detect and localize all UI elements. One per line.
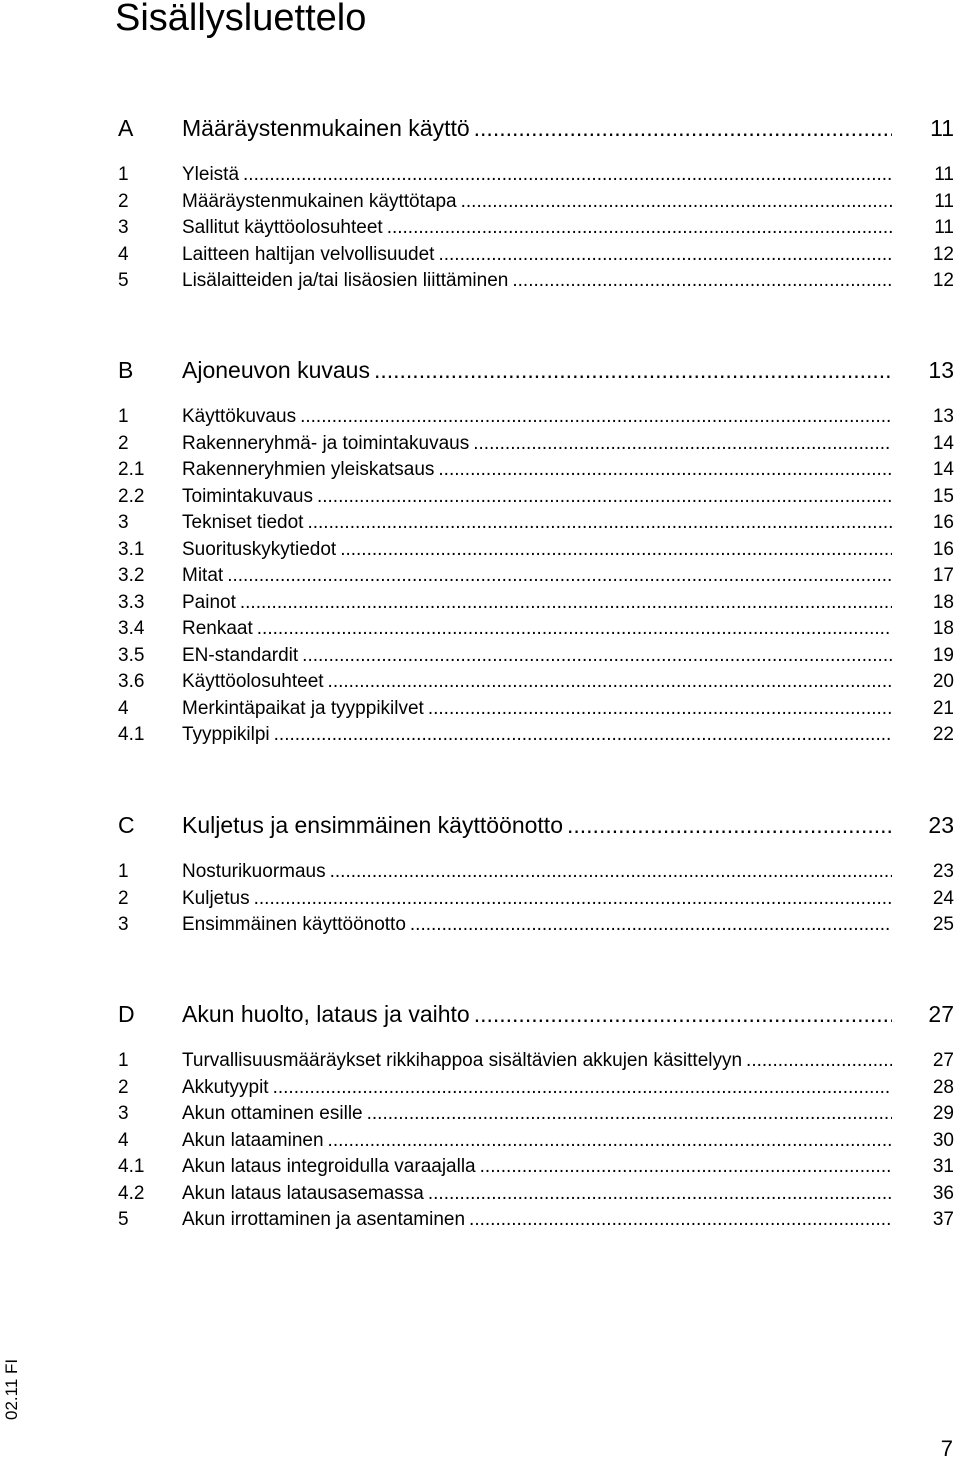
entry-page: 28 xyxy=(932,1076,954,1098)
entry-title: Toimintakuvaus xyxy=(182,484,315,510)
entry-page: 36 xyxy=(932,1182,954,1204)
entry-title: Akun lataaminen xyxy=(182,1128,326,1154)
toc-entry[interactable] xyxy=(118,404,954,431)
dot-leader xyxy=(182,1048,892,1074)
dot-leader xyxy=(182,1207,892,1233)
entry-page: 16 xyxy=(932,538,954,560)
entry-page: 19 xyxy=(932,644,954,666)
chapter-page: 13 xyxy=(928,357,954,383)
toc-entry[interactable] xyxy=(118,1075,954,1102)
entry-number: 3 xyxy=(118,217,129,238)
entry-title: Suorituskykytiedot xyxy=(182,537,338,563)
entry-number: 3.4 xyxy=(118,618,145,639)
entry-title: Renkaat xyxy=(182,616,255,642)
toc-entry[interactable] xyxy=(118,189,954,216)
dot-leader xyxy=(182,722,892,748)
dot-leader xyxy=(182,112,892,144)
entry-number: 5 xyxy=(118,1209,129,1230)
entry-title: Rakenneryhmien yleiskatsaus xyxy=(182,457,436,483)
entry-title: Kuljetus xyxy=(182,886,252,912)
entry-number: 3.2 xyxy=(118,565,145,586)
toc-section-c xyxy=(118,809,954,939)
dot-leader xyxy=(182,537,892,563)
toc-section-d xyxy=(118,998,954,1234)
entry-page: 14 xyxy=(932,459,954,480)
chapter-letter: B xyxy=(118,357,134,383)
entry-title: Laitteen haltijan velvollisuudet xyxy=(182,242,436,268)
toc-entry[interactable] xyxy=(118,669,954,696)
toc-entry[interactable] xyxy=(118,431,954,458)
dot-leader xyxy=(182,354,892,386)
entry-number: 2 xyxy=(118,887,129,909)
entry-title: Akun lataus latausasemassa xyxy=(182,1181,426,1207)
dot-leader xyxy=(182,886,892,912)
entry-title: Akun lataus integroidulla varaajalla xyxy=(182,1154,478,1180)
toc-entry[interactable] xyxy=(118,722,954,749)
toc-entry[interactable] xyxy=(118,1154,954,1181)
dot-leader xyxy=(182,162,892,188)
dot-leader xyxy=(182,268,892,294)
entry-page: 11 xyxy=(934,164,954,185)
toc-entry[interactable] xyxy=(118,1048,954,1075)
entry-page: 11 xyxy=(934,190,954,212)
chapter-letter: C xyxy=(118,812,135,838)
dot-leader xyxy=(182,242,892,268)
entry-page: 15 xyxy=(932,485,954,507)
entry-title: Painot xyxy=(182,590,238,616)
toc-entry[interactable] xyxy=(118,215,954,242)
dot-leader xyxy=(182,669,892,695)
document-code: 02.11 FI xyxy=(2,1358,21,1420)
entry-number: 1 xyxy=(118,406,129,427)
entry-page: 24 xyxy=(932,887,954,909)
entry-number: 1 xyxy=(118,861,129,882)
entry-title: Merkintäpaikat ja tyyppikilvet xyxy=(182,696,426,722)
entry-title: Turvallisuusmääräykset rikkihappoa sisältävien akkujen käsittelyyn xyxy=(182,1048,744,1074)
entry-number: 2 xyxy=(118,1076,129,1098)
entry-title: Akun irrottaminen ja asentaminen xyxy=(182,1207,467,1233)
toc-section-b xyxy=(118,354,954,749)
entry-number: 1 xyxy=(118,1050,129,1071)
entry-title: Lisälaitteiden ja/tai lisäosien liittäminen xyxy=(182,268,510,294)
chapter-title: Määräystenmukainen käyttö xyxy=(182,112,472,144)
entry-number: 4 xyxy=(118,1129,129,1151)
chapter-title: Akun huolto, lataus ja vaihto xyxy=(182,998,472,1030)
dot-leader xyxy=(182,1075,892,1101)
toc-entry[interactable] xyxy=(118,643,954,670)
chapter-letter: A xyxy=(118,115,134,141)
toc-chapter-entry[interactable] xyxy=(118,112,954,162)
dot-leader xyxy=(182,1101,892,1127)
entry-page: 16 xyxy=(932,512,954,533)
entry-title: EN-standardit xyxy=(182,643,300,669)
entry-page: 14 xyxy=(932,432,954,454)
entry-title: Ensimmäinen käyttöönotto xyxy=(182,912,408,938)
chapter-page: 23 xyxy=(928,812,954,838)
dot-leader xyxy=(182,859,892,885)
entry-page: 18 xyxy=(932,618,954,639)
entry-number: 4 xyxy=(118,243,129,265)
dot-leader xyxy=(182,1181,892,1207)
dot-leader xyxy=(182,998,892,1030)
dot-leader xyxy=(182,696,892,722)
toc-entry[interactable] xyxy=(118,912,954,939)
toc-entry[interactable] xyxy=(118,1101,954,1128)
dot-leader xyxy=(182,484,892,510)
toc-entry[interactable] xyxy=(118,696,954,723)
toc-entry[interactable] xyxy=(118,268,954,295)
toc-entry[interactable] xyxy=(118,537,954,564)
entry-page: 17 xyxy=(932,565,954,586)
page-title: Sisällysluettelo xyxy=(115,0,367,39)
toc-entry[interactable] xyxy=(118,242,954,269)
entry-number: 3.5 xyxy=(118,644,145,666)
entry-page: 20 xyxy=(932,671,954,692)
entry-number: 5 xyxy=(118,270,129,291)
dot-leader xyxy=(182,643,892,669)
entry-page: 27 xyxy=(932,1050,954,1071)
toc-entry[interactable] xyxy=(118,563,954,590)
chapter-page: 11 xyxy=(930,115,954,141)
toc-chapter-entry[interactable] xyxy=(118,809,954,859)
entry-page: 13 xyxy=(932,406,954,427)
dot-leader xyxy=(182,431,892,457)
entry-number: 2 xyxy=(118,432,129,454)
toc-entry[interactable] xyxy=(118,1128,954,1155)
dot-leader xyxy=(182,189,892,215)
chapter-title: Ajoneuvon kuvaus xyxy=(182,354,372,386)
entry-page: 22 xyxy=(932,724,954,745)
entry-number: 2 xyxy=(118,190,129,212)
entry-number: 2.2 xyxy=(118,485,145,507)
chapter-title: Kuljetus ja ensimmäinen käyttöönotto xyxy=(182,809,565,841)
entry-number: 4 xyxy=(118,697,129,719)
dot-leader xyxy=(182,1128,892,1154)
dot-leader xyxy=(182,912,892,938)
entry-title: Tekniset tiedot xyxy=(182,510,305,536)
toc-entry[interactable] xyxy=(118,1181,954,1208)
toc-entry[interactable] xyxy=(118,590,954,617)
dot-leader xyxy=(182,510,892,536)
entry-title: Akkutyypit xyxy=(182,1075,271,1101)
entry-page: 37 xyxy=(932,1209,954,1230)
chapter-page: 27 xyxy=(928,1001,954,1027)
entry-number: 4.2 xyxy=(118,1182,145,1204)
entry-number: 3.6 xyxy=(118,671,145,692)
toc-entry[interactable] xyxy=(118,162,954,189)
chapter-letter: D xyxy=(118,1001,135,1027)
entry-title: Mitat xyxy=(182,563,225,589)
entry-title: Akun ottaminen esille xyxy=(182,1101,365,1127)
entry-page: 12 xyxy=(932,270,954,291)
entry-page: 29 xyxy=(932,1103,954,1124)
entry-number: 4.1 xyxy=(118,1156,145,1177)
dot-leader xyxy=(182,616,892,642)
entry-number: 3 xyxy=(118,914,129,935)
toc-chapter-entry[interactable] xyxy=(118,354,954,404)
entry-page: 25 xyxy=(932,914,954,935)
dot-leader xyxy=(182,1154,892,1180)
entry-page: 11 xyxy=(934,217,954,238)
dot-leader xyxy=(182,590,892,616)
entry-page: 12 xyxy=(932,243,954,265)
entry-title: Yleistä xyxy=(182,162,241,188)
entry-number: 3.3 xyxy=(118,591,145,613)
toc-entry[interactable] xyxy=(118,886,954,913)
entry-title: Sallitut käyttöolosuhteet xyxy=(182,215,385,241)
entry-page: 31 xyxy=(932,1156,954,1177)
entry-number: 3 xyxy=(118,1103,129,1124)
entry-number: 2.1 xyxy=(118,459,145,480)
entry-title: Nosturikuormaus xyxy=(182,859,328,885)
entry-title: Määräystenmukainen käyttötapa xyxy=(182,189,459,215)
entry-page: 23 xyxy=(932,861,954,882)
toc-entry[interactable] xyxy=(118,859,954,886)
entry-title: Käyttöolosuhteet xyxy=(182,669,326,695)
entry-page: 18 xyxy=(932,591,954,613)
toc-chapter-entry[interactable] xyxy=(118,998,954,1048)
toc-entry[interactable] xyxy=(118,616,954,643)
entry-title: Käyttökuvaus xyxy=(182,404,298,430)
toc-entry[interactable] xyxy=(118,484,954,511)
dot-leader xyxy=(182,457,892,483)
entry-title: Rakenneryhmä- ja toimintakuvaus xyxy=(182,431,471,457)
entry-number: 3 xyxy=(118,512,129,533)
dot-leader xyxy=(182,404,892,430)
dot-leader xyxy=(182,809,892,841)
entry-number: 3.1 xyxy=(118,538,145,560)
entry-page: 21 xyxy=(932,697,954,719)
toc-section-a xyxy=(118,112,954,295)
toc-entry[interactable] xyxy=(118,457,954,484)
entry-number: 4.1 xyxy=(118,724,145,745)
entry-title: Tyyppikilpi xyxy=(182,722,272,748)
toc-entry[interactable] xyxy=(118,1207,954,1234)
entry-page: 30 xyxy=(932,1129,954,1151)
page-number: 7 xyxy=(940,1436,953,1461)
toc-entry[interactable] xyxy=(118,510,954,537)
dot-leader xyxy=(182,563,892,589)
dot-leader xyxy=(182,215,892,241)
entry-number: 1 xyxy=(118,164,129,185)
